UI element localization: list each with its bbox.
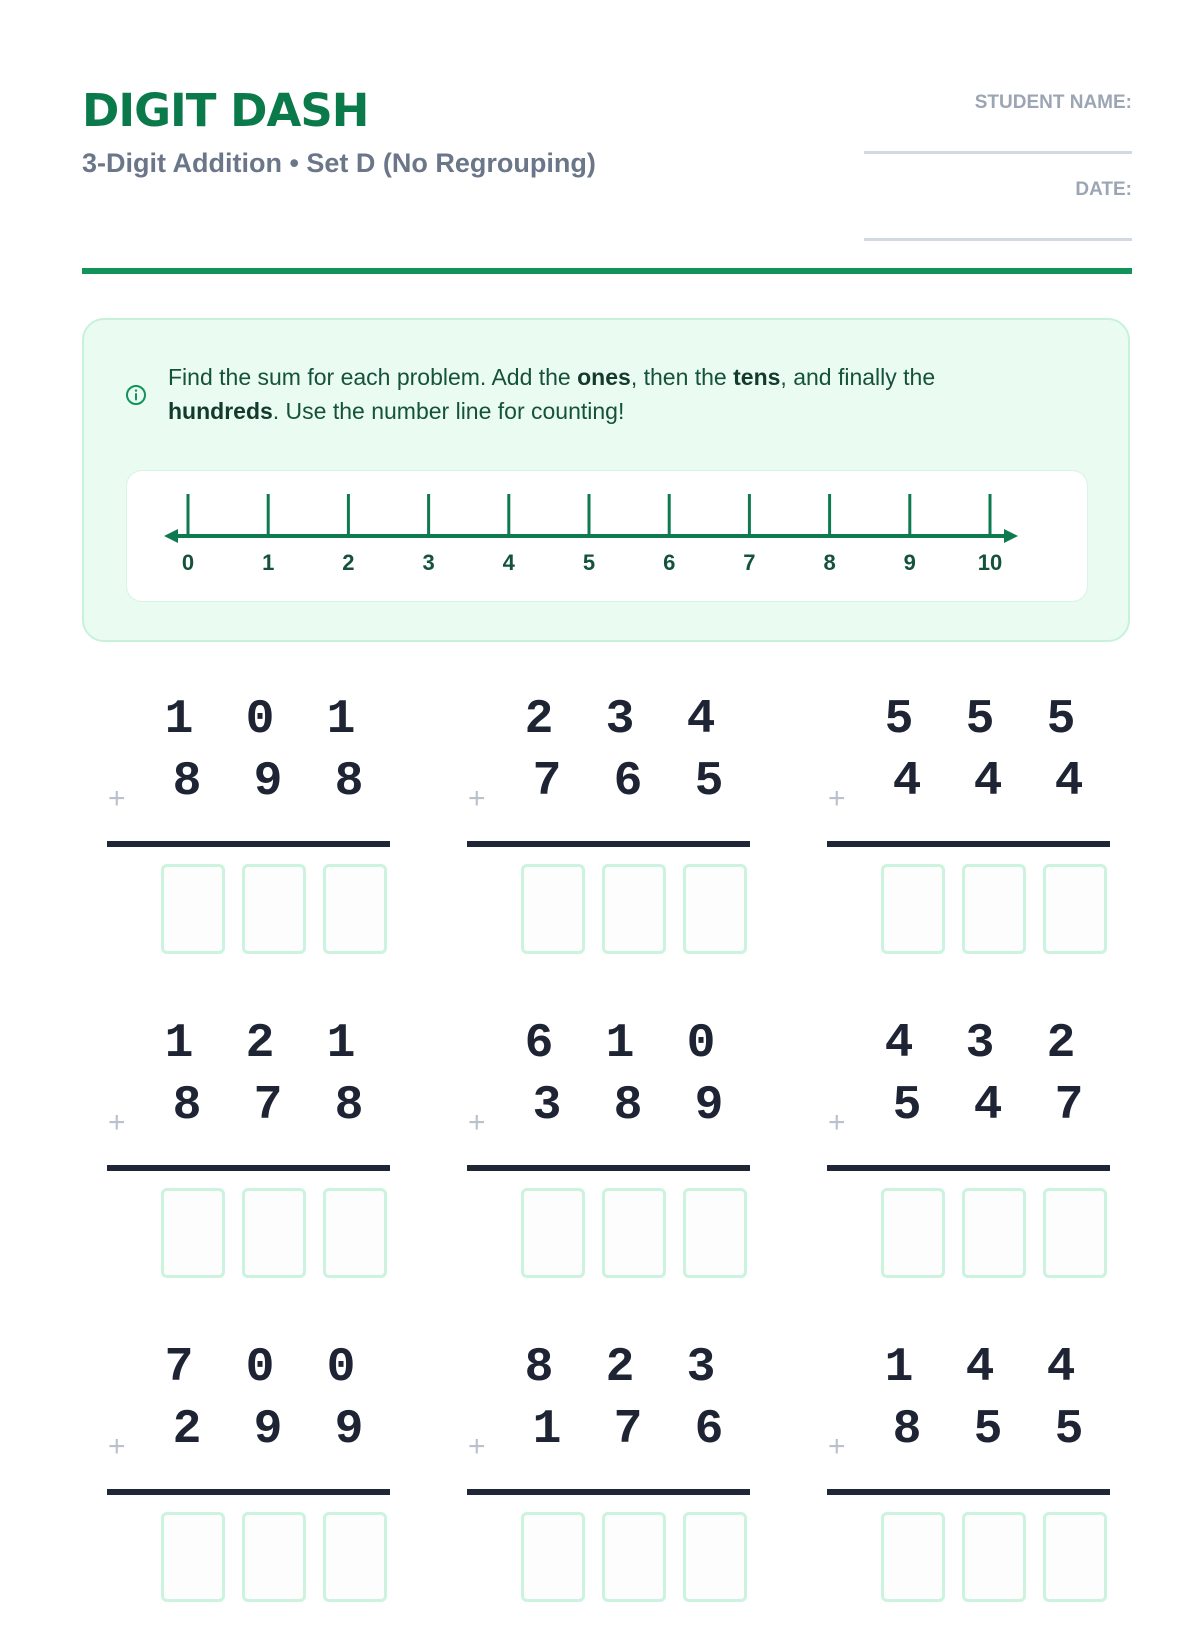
instructions-suffix: . Use the number line for counting! — [272, 398, 625, 424]
answer-box[interactable] — [521, 1512, 585, 1602]
addend-digit: 4 — [892, 755, 922, 809]
answer-box[interactable] — [161, 864, 225, 954]
addend-digit: 7 — [532, 755, 562, 809]
answer-box[interactable] — [323, 1188, 387, 1278]
addend-digit: 4 — [686, 693, 716, 747]
problem-4 — [82, 1016, 402, 1306]
number-line-left-arrow — [164, 529, 178, 543]
number-line-label: 5 — [582, 550, 596, 575]
answer-box[interactable] — [962, 1512, 1026, 1602]
addend-digit: 0 — [245, 1341, 275, 1395]
addend-digit: 0 — [326, 1341, 356, 1395]
answer-box[interactable] — [1043, 1188, 1107, 1278]
addend-digit: 4 — [1054, 755, 1084, 809]
answer-box[interactable] — [881, 1512, 945, 1602]
addend-digit: 3 — [605, 693, 635, 747]
addend-digit: 3 — [532, 1079, 562, 1133]
plus-sign: + — [108, 1430, 126, 1463]
answer-box[interactable] — [242, 1512, 306, 1602]
answer-box[interactable] — [683, 1188, 747, 1278]
date-label: DATE: — [1075, 179, 1132, 200]
addend-digit: 2 — [245, 1017, 275, 1071]
answer-box[interactable] — [521, 864, 585, 954]
sum-bar — [827, 1165, 1110, 1171]
addend-digit: 3 — [965, 1017, 995, 1071]
instructions-text — [168, 360, 1048, 428]
plus-sign: + — [828, 1106, 846, 1139]
addend-digit: 4 — [1046, 1341, 1076, 1395]
problem-9 — [802, 1340, 1122, 1630]
sum-bar — [827, 1489, 1110, 1495]
answer-box[interactable] — [683, 864, 747, 954]
answer-box[interactable] — [521, 1188, 585, 1278]
number-line-label: 3 — [422, 550, 435, 575]
addend-digit: 8 — [892, 1403, 922, 1457]
student-name-line[interactable] — [864, 151, 1132, 154]
problem-5 — [442, 1016, 762, 1306]
addend-digit: 0 — [245, 693, 275, 747]
addend-digit: 5 — [965, 693, 995, 747]
number-line-label: 8 — [823, 550, 836, 575]
number-line-label: 6 — [663, 550, 676, 575]
answer-box[interactable] — [602, 864, 666, 954]
addend-digit: 2 — [172, 1403, 202, 1457]
problem-6 — [802, 1016, 1122, 1306]
addend-digit: 9 — [334, 1403, 364, 1457]
addend-digit: 1 — [532, 1403, 562, 1457]
addend-digit: 4 — [973, 1079, 1003, 1133]
addend-digit: 7 — [1054, 1079, 1084, 1133]
problem-7 — [82, 1340, 402, 1630]
answer-box[interactable] — [161, 1188, 225, 1278]
number-line-label: 10 — [977, 550, 1003, 575]
addend-digit: 8 — [334, 755, 364, 809]
addend-digit: 6 — [613, 755, 643, 809]
addend-digit: 4 — [965, 1341, 995, 1395]
answer-box[interactable] — [1043, 1512, 1107, 1602]
sum-bar — [467, 841, 750, 847]
addend-digit: 5 — [892, 1079, 922, 1133]
addend-digit: 1 — [326, 1017, 356, 1071]
number-line-label: 0 — [181, 550, 195, 575]
answer-box[interactable] — [881, 1188, 945, 1278]
addend-digit: 5 — [694, 755, 724, 809]
instructions-mid2: , and finally the — [780, 364, 936, 390]
addend-digit: 2 — [605, 1341, 635, 1395]
info-icon — [125, 384, 147, 411]
student-name-label: STUDENT NAME: — [974, 92, 1132, 113]
plus-sign: + — [108, 782, 126, 815]
addend-digit: 9 — [694, 1079, 724, 1133]
problem-1 — [82, 692, 402, 982]
addend-digit: 5 — [884, 693, 914, 747]
addend-digit: 7 — [253, 1079, 283, 1133]
answer-box[interactable] — [161, 1512, 225, 1602]
addend-digit: 7 — [164, 1341, 194, 1395]
addend-digit: 1 — [164, 1017, 194, 1071]
answer-box[interactable] — [962, 1188, 1026, 1278]
answer-box[interactable] — [602, 1512, 666, 1602]
number-line-label: 4 — [502, 550, 515, 575]
addend-digit: 2 — [524, 693, 554, 747]
problem-3 — [802, 692, 1122, 982]
addend-digit: 4 — [973, 755, 1003, 809]
addend-digit: 0 — [686, 1017, 716, 1071]
addend-digit: 8 — [613, 1079, 643, 1133]
problem-2 — [442, 692, 762, 982]
plus-sign: + — [108, 1106, 126, 1139]
addend-digit: 4 — [884, 1017, 914, 1071]
date-line[interactable] — [864, 238, 1132, 241]
answer-box[interactable] — [242, 1188, 306, 1278]
addend-digit: 5 — [1046, 693, 1076, 747]
addend-digit: 8 — [524, 1341, 554, 1395]
addend-digit: 2 — [1046, 1017, 1076, 1071]
worksheet-title: DIGIT DASH — [82, 84, 369, 137]
plus-sign: + — [828, 1430, 846, 1463]
plus-sign: + — [468, 782, 486, 815]
answer-box[interactable] — [323, 1512, 387, 1602]
number-line-label: 1 — [262, 550, 275, 575]
answer-box[interactable] — [881, 864, 945, 954]
addend-digit: 1 — [605, 1017, 635, 1071]
number-line-right-arrow — [1004, 529, 1018, 543]
plus-sign: + — [828, 782, 846, 815]
answer-box[interactable] — [602, 1188, 666, 1278]
addend-digit: 1 — [884, 1341, 914, 1395]
addend-digit: 5 — [1054, 1403, 1084, 1457]
problem-8 — [442, 1340, 762, 1630]
addend-digit: 7 — [613, 1403, 643, 1457]
worksheet-subtitle: 3-Digit Addition • Set D (No Regrouping) — [82, 148, 596, 178]
sum-bar — [467, 1489, 750, 1495]
answer-box[interactable] — [323, 864, 387, 954]
sum-bar — [827, 841, 1110, 847]
sum-bar — [107, 1489, 390, 1495]
addend-digit: 6 — [694, 1403, 724, 1457]
number-line-label: 2 — [342, 550, 355, 575]
sum-bar — [107, 841, 390, 847]
answer-box[interactable] — [242, 864, 306, 954]
number-line — [126, 470, 1088, 602]
addend-digit: 8 — [172, 1079, 202, 1133]
instructions-ones: ones — [577, 364, 631, 390]
addend-digit: 9 — [253, 755, 283, 809]
addend-digit: 3 — [686, 1341, 716, 1395]
instructions-tens: tens — [733, 364, 781, 390]
answer-box[interactable] — [683, 1512, 747, 1602]
addend-digit: 6 — [524, 1017, 554, 1071]
addend-digit: 1 — [164, 693, 194, 747]
addend-digit: 1 — [326, 693, 356, 747]
plus-sign: + — [468, 1106, 486, 1139]
addend-digit: 8 — [334, 1079, 364, 1133]
instructions-hundreds: hundreds — [168, 398, 273, 424]
number-line-label: 7 — [743, 550, 756, 575]
answer-box[interactable] — [1043, 864, 1107, 954]
header-divider — [82, 268, 1132, 274]
plus-sign: + — [468, 1430, 486, 1463]
addend-digit: 8 — [172, 755, 202, 809]
addend-digit: 5 — [973, 1403, 1003, 1457]
instructions-mid1: , then the — [630, 364, 734, 390]
addend-digit: 9 — [253, 1403, 283, 1457]
sum-bar — [107, 1165, 390, 1171]
number-line-label: 9 — [903, 550, 916, 575]
answer-box[interactable] — [962, 864, 1026, 954]
sum-bar — [467, 1165, 750, 1171]
instructions-prefix: Find the sum for each problem. Add the — [168, 364, 578, 390]
